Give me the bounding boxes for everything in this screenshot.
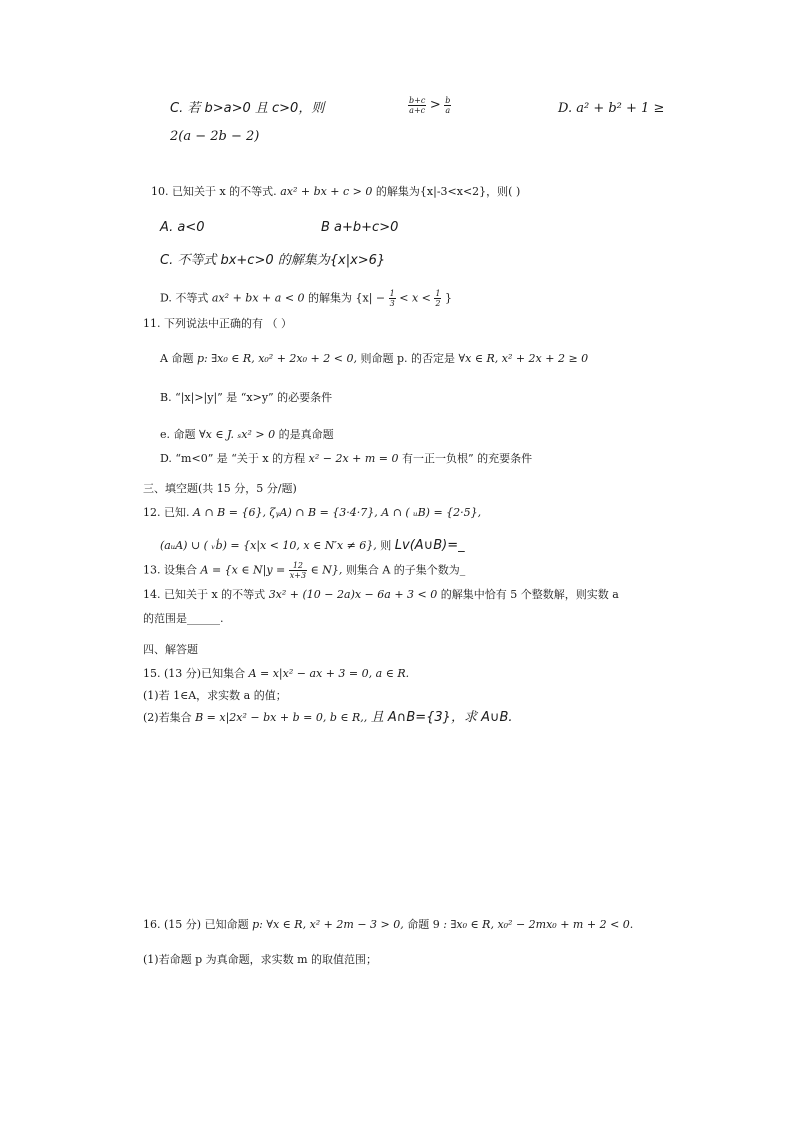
q9-option-d-continued: 2(a − 2b − 2)	[170, 129, 260, 144]
q12-line-1: 12. 已知. A ∩ B = {6}, ζᵧA) ∩ B = {3·4·7}, A ∩ ( ᵤB) = {2·5},	[143, 506, 482, 519]
q13: 13. 设集合 A = {x ∈ N|y = $\frac{12}{x+3}$ ∈ N}, 则集合 A 的子集个数为_	[143, 561, 466, 580]
q11-option-c: e. 命题 ∀x ∈ J. ₛx² > 0 的是真命题	[160, 428, 334, 441]
q11-stem: 11. 下列说法中正确的有 （ ）	[143, 317, 292, 330]
q16-stem: 16. (15 分) 已知命题 p: ∀x ∈ R, x² + 2m − 3 > 0, 命题 9 : ∃x₀ ∈ R, x₀² − 2mx₀ + m + 2 < 0.	[143, 918, 634, 931]
q10-option-d: D. 不等式 ax² + bx + a < 0 的解集为 {x| − $\frac{1}{3}$ < x < $\frac{1}{2}$ }	[160, 289, 452, 308]
q10-fraction-one-half: $\frac{1}{2}$	[435, 289, 441, 308]
q15-stem: 15. (13 分)已知集合 A = x|x² − ax + 3 = 0, a ∈ R.	[143, 667, 410, 680]
q9-option-d: D. a² + b² + 1 ≥	[558, 101, 665, 116]
q10-option-a: A. a<0	[160, 220, 205, 235]
q12-line-2: (aᵤA) ∪ ( ᵥḃ) = {x|x < 10, x ∈ N′x ≠ 6}, 则 Lv(A∪B)=_	[160, 538, 465, 553]
q15-part-1: (1)若 1∈A，求实数 a 的值；	[143, 689, 287, 702]
q11-option-a: A 命题 p: ∃x₀ ∈ R, x₀² + 2x₀ + 2 < 0, 则命题 p. 的否定是 ∀x ∈ R, x² + 2x + 2 ≥ 0	[160, 352, 589, 365]
q9-option-c-inequality: $\frac{b+c}{a+c}$ > $\frac{b}{a}$	[409, 96, 451, 115]
q10-stem: 10. 已知关于 x 的不等式. ax² + bx + c > 0 的解集为{x|-3<x<2}，则( )	[151, 185, 521, 198]
section-4-heading: 四、解答题	[143, 643, 198, 656]
q14-line-2: 的范围是______.	[143, 612, 224, 625]
q10-fraction-one-third: $\frac{1}{3}$	[389, 289, 395, 308]
q9-option-c-label: C. 若 b>a>0 且 c>0，则	[170, 101, 325, 116]
q9-fraction-left: $\frac{b+c}{a+c}$	[409, 96, 426, 115]
section-3-heading: 三、填空题(共 15 分，5 分/题)	[143, 482, 297, 495]
q11-option-b: B. “|x|>|y|” 是 “x>y” 的必要条件	[160, 391, 333, 404]
q16-part-1: (1)若命题 p 为真命题，求实数 m 的取值范围；	[143, 953, 378, 966]
q10-option-c: C. 不等式 bx+c>0 的解集为{x|x>6}	[160, 253, 386, 268]
q9-fraction-right: $\frac{b}{a}$	[445, 96, 451, 115]
q13-fraction: $\frac{12}{x+3}$	[289, 561, 307, 580]
q14-line-1: 14. 已知关于 x 的不等式 3x² + (10 − 2a)x − 6a + 3 < 0 的解集中恰有 5 个整数解，则实数 a	[143, 588, 619, 601]
q10-option-b: B a+b+c>0	[321, 220, 399, 235]
q11-option-d: D. “m<0” 是 “关于 x 的方程 x² − 2x + m = 0 有一正一负根” 的充要条件	[160, 452, 533, 465]
q15-part-2: (2)若集合 B = x|2x² − bx + b = 0, b ∈ R,, 且 A∩B={3}，求 A∪B.	[143, 710, 513, 725]
